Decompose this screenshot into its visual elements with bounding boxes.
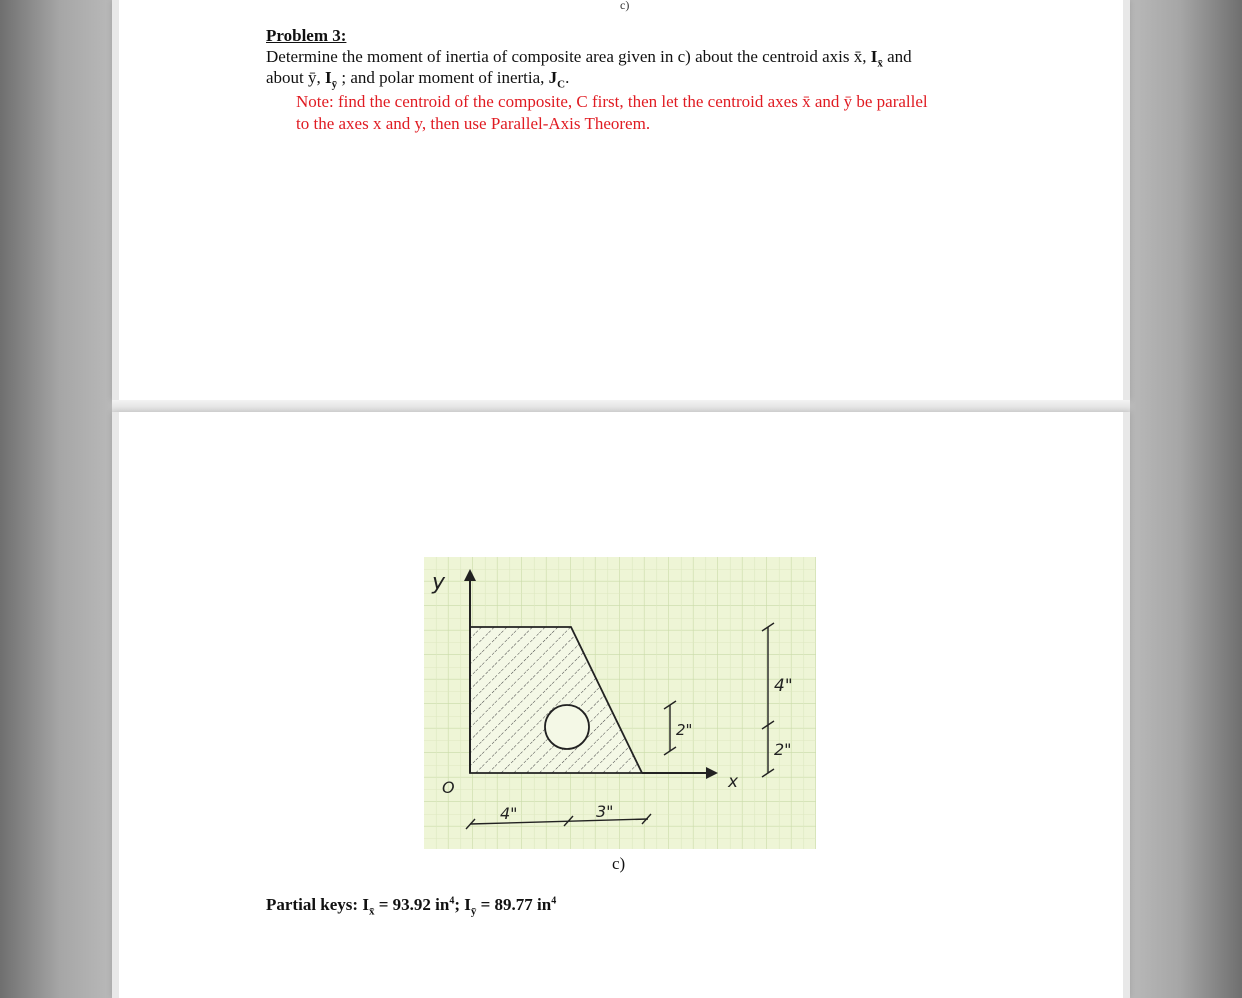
clipped-caption-mark: c) xyxy=(620,0,630,12)
figure-caption: c) xyxy=(612,854,626,873)
dimension-2in-right-label: 2" xyxy=(774,740,792,759)
dimension-2in-hole-label: 2" xyxy=(676,721,693,739)
dimension-4in-right-label: 4" xyxy=(774,676,793,696)
composite-area-figure xyxy=(424,557,816,849)
circular-hole xyxy=(545,705,589,749)
origin-label: O xyxy=(442,778,455,797)
page-separator xyxy=(112,400,1130,412)
problem-statement-line-1: Determine the moment of inertia of composite area given in c) about the centroid axis x̄, $I_{x̄}$ and xyxy=(266,47,912,70)
x-axis-label: x xyxy=(728,772,739,792)
problem-title: Problem 3: xyxy=(266,26,347,45)
note-line-1: Note: find the centroid of the composite, C first, then let the centroid axes x̄ and ȳ be parallel xyxy=(296,92,928,111)
dimension-4in-label: 4" xyxy=(500,804,518,823)
problem-statement-line-2: about ȳ, $I_{ȳ}$ ; and polar moment of inertia, $J_C$. xyxy=(266,68,570,91)
y-axis-label: y xyxy=(432,570,446,595)
partial-keys: Partial keys: $I_{x̄} = 93.92$ $in^4$; $I_{ȳ} = 89.77$ $in^4$ xyxy=(266,895,557,918)
dimension-3in-label: 3" xyxy=(596,802,614,821)
note-line-2: to the axes x and y, then use Parallel-Axis Theorem. xyxy=(296,114,651,133)
